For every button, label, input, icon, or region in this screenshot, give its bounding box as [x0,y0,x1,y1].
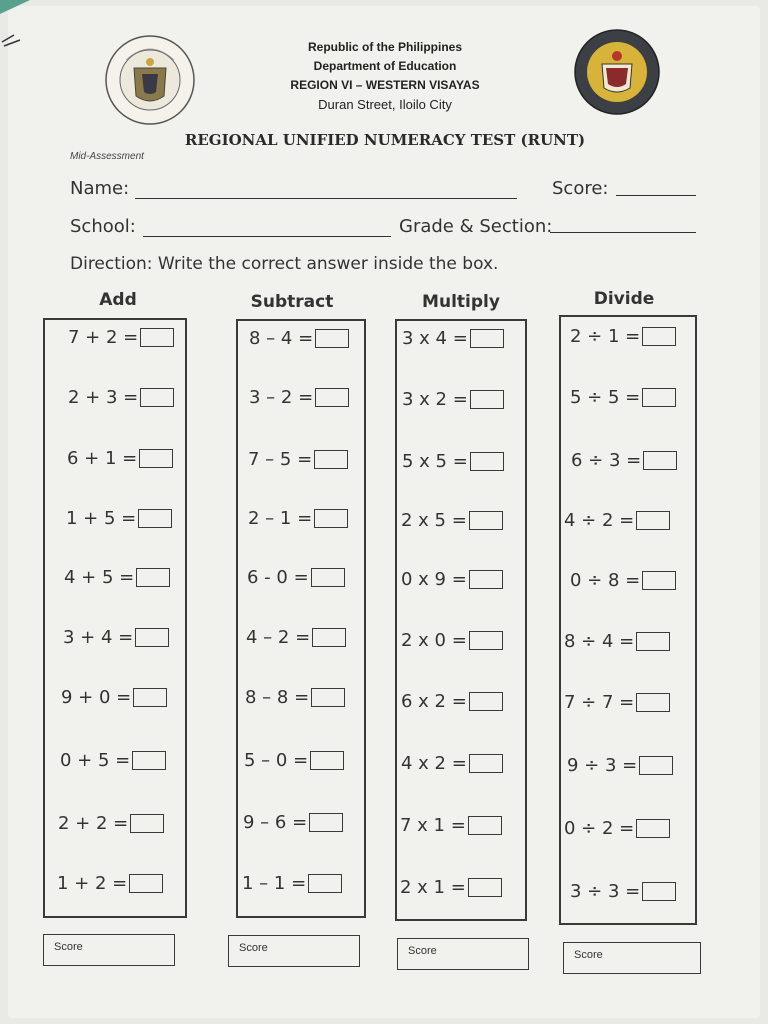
header-line-republic: Republic of the Philippines [307,40,462,54]
answer-box[interactable] [314,509,348,528]
problem-text: 6 - 0 = [247,567,309,588]
grade-section-label: Grade & Section: [399,216,553,237]
divide-problem [564,818,670,839]
problem-text: 7 + 2 = [68,327,139,348]
add-problem [66,508,172,529]
divide-problem [570,570,676,591]
divide-problem [567,755,673,776]
school-field[interactable] [143,236,391,237]
answer-box[interactable] [130,814,164,833]
answer-box[interactable] [308,874,342,893]
subtract-problem [244,750,344,771]
header-line-department: Department of Education [313,59,457,73]
answer-box[interactable] [139,449,173,468]
answer-box[interactable] [636,819,670,838]
add-problem [64,567,170,588]
answer-box[interactable] [311,568,345,587]
school-label: School: [70,216,136,237]
subtract-problem [242,873,342,894]
corner-tape [0,0,30,14]
problem-text: 8 ÷ 4 = [564,631,635,652]
answer-box[interactable] [140,328,174,347]
answer-box[interactable] [469,570,503,589]
answer-box[interactable] [311,688,345,707]
problem-text: 5 ÷ 5 = [570,387,641,408]
answer-box[interactable] [315,388,349,407]
divide-problem [571,450,677,471]
divide-problem [570,387,676,408]
divide-problem [564,631,670,652]
answer-box[interactable] [140,388,174,407]
problem-text: 9 ÷ 3 = [567,755,638,776]
problem-text: 6 x 2 = [401,691,467,712]
answer-box[interactable] [469,631,503,650]
header-line-region: REGION VI – WESTERN VISAYAS [290,78,480,92]
name-field[interactable] [135,198,517,199]
problem-text: 4 + 5 = [64,567,135,588]
answer-box[interactable] [310,751,344,770]
problem-text: 8 – 8 = [245,687,310,708]
problem-text: 9 + 0 = [61,687,132,708]
subtract-score-box[interactable]: Score [228,935,360,967]
problem-text: 2 x 1 = [400,877,466,898]
multiply-problem [401,510,503,531]
answer-box[interactable] [643,451,677,470]
problem-text: 3 – 2 = [249,387,314,408]
problem-text: 2 ÷ 1 = [570,326,641,347]
answer-box[interactable] [470,452,504,471]
multiply-problem [402,328,504,349]
column-heading-add: Add [99,290,137,310]
assessment-subtitle: Mid-Assessment [70,151,144,162]
problem-text: 1 + 5 = [66,508,137,529]
multiply-problem [402,451,504,472]
divide-problem [570,326,676,347]
subtract-problem [247,567,345,588]
problem-text: 2 x 5 = [401,510,467,531]
subtract-problem [249,387,349,408]
answer-box[interactable] [468,816,502,835]
answer-box[interactable] [136,568,170,587]
test-title: REGIONAL UNIFIED NUMERACY TEST (RUNT) [184,131,586,149]
add-problem [68,327,174,348]
multiply-score-box[interactable]: Score [397,938,529,970]
answer-box[interactable] [470,329,504,348]
subtract-problem [249,328,349,349]
add-problem [68,387,174,408]
subtract-problem [243,812,343,833]
problem-text: 8 – 4 = [249,328,314,349]
answer-box[interactable] [639,756,673,775]
problem-text: 3 x 2 = [402,389,468,410]
subtract-problem [245,687,345,708]
pen-mark [0,30,28,50]
problem-text: 6 ÷ 3 = [571,450,642,471]
divide-problem [570,881,676,902]
answer-box[interactable] [129,874,163,893]
answer-box[interactable] [469,511,503,530]
problem-text: 0 x 9 = [401,569,467,590]
problem-text: 6 + 1 = [67,448,138,469]
column-heading-subtract: Subtract [250,292,334,312]
problem-text: 2 + 2 = [58,813,129,834]
problem-text: 4 ÷ 2 = [564,510,635,531]
divide-score-box[interactable]: Score [563,942,701,974]
add-score-box[interactable]: Score [43,934,175,966]
direction-text: Direction: Write the correct answer inside the box. [70,254,499,274]
problem-text: 0 + 5 = [60,750,131,771]
problem-text: 7 x 1 = [400,815,466,836]
add-problem [58,813,164,834]
add-problem [60,750,166,771]
problem-text: 5 – 0 = [244,750,309,771]
column-heading-divide: Divide [593,289,655,309]
answer-box[interactable] [469,692,503,711]
answer-box[interactable] [309,813,343,832]
add-problem [61,687,167,708]
answer-box[interactable] [135,628,169,647]
answer-box[interactable] [314,450,348,469]
answer-box[interactable] [642,882,676,901]
problem-text: 3 + 4 = [63,627,134,648]
problem-text: 0 ÷ 2 = [564,818,635,839]
name-label: Name: [70,178,130,199]
header-line-address: Duran Street, Iloilo City [318,97,452,112]
region-seal-logo [572,28,662,116]
grade-section-field[interactable] [550,232,696,233]
multiply-problem [402,389,504,410]
problem-text: 1 + 2 = [57,873,128,894]
answer-box[interactable] [138,509,172,528]
answer-box[interactable] [642,571,676,590]
column-heading-multiply: Multiply [422,292,500,312]
problem-text: 2 x 0 = [401,630,467,651]
answer-box[interactable] [468,878,502,897]
answer-box[interactable] [636,511,670,530]
score-field[interactable] [616,195,696,196]
subtract-problem [248,508,348,529]
answer-box[interactable] [642,327,676,346]
multiply-problem [401,630,503,651]
answer-box[interactable] [470,390,504,409]
problem-text: 2 + 3 = [68,387,139,408]
multiply-problem [401,753,503,774]
multiply-problem [401,569,503,590]
subtract-problem [246,627,346,648]
header-address [270,38,500,114]
score-label: Score: [552,178,609,199]
divide-problem [564,692,670,713]
answer-box[interactable] [312,628,346,647]
multiply-problem [400,877,502,898]
subtract-problem [248,449,348,470]
add-problem [63,627,169,648]
answer-box[interactable] [636,693,670,712]
answer-box[interactable] [133,688,167,707]
divide-problem [564,510,670,531]
multiply-problem [401,691,503,712]
problem-text: 9 – 6 = [243,812,308,833]
multiply-problem [400,815,502,836]
problem-text: 3 x 4 = [402,328,468,349]
problem-text: 4 x 2 = [401,753,467,774]
problem-text: 5 x 5 = [402,451,468,472]
answer-box[interactable] [642,388,676,407]
problem-text: 7 ÷ 7 = [564,692,635,713]
add-problem [67,448,173,469]
problem-text: 1 – 1 = [242,873,307,894]
problem-text: 3 ÷ 3 = [570,881,641,902]
answer-box[interactable] [132,751,166,770]
answer-box[interactable] [636,632,670,651]
problem-text: 2 – 1 = [248,508,313,529]
deped-seal-logo [104,34,196,126]
answer-box[interactable] [315,329,349,348]
add-problem [57,873,163,894]
problem-text: 4 – 2 = [246,627,311,648]
problem-text: 0 ÷ 8 = [570,570,641,591]
answer-box[interactable] [469,754,503,773]
problem-text: 7 – 5 = [248,449,313,470]
